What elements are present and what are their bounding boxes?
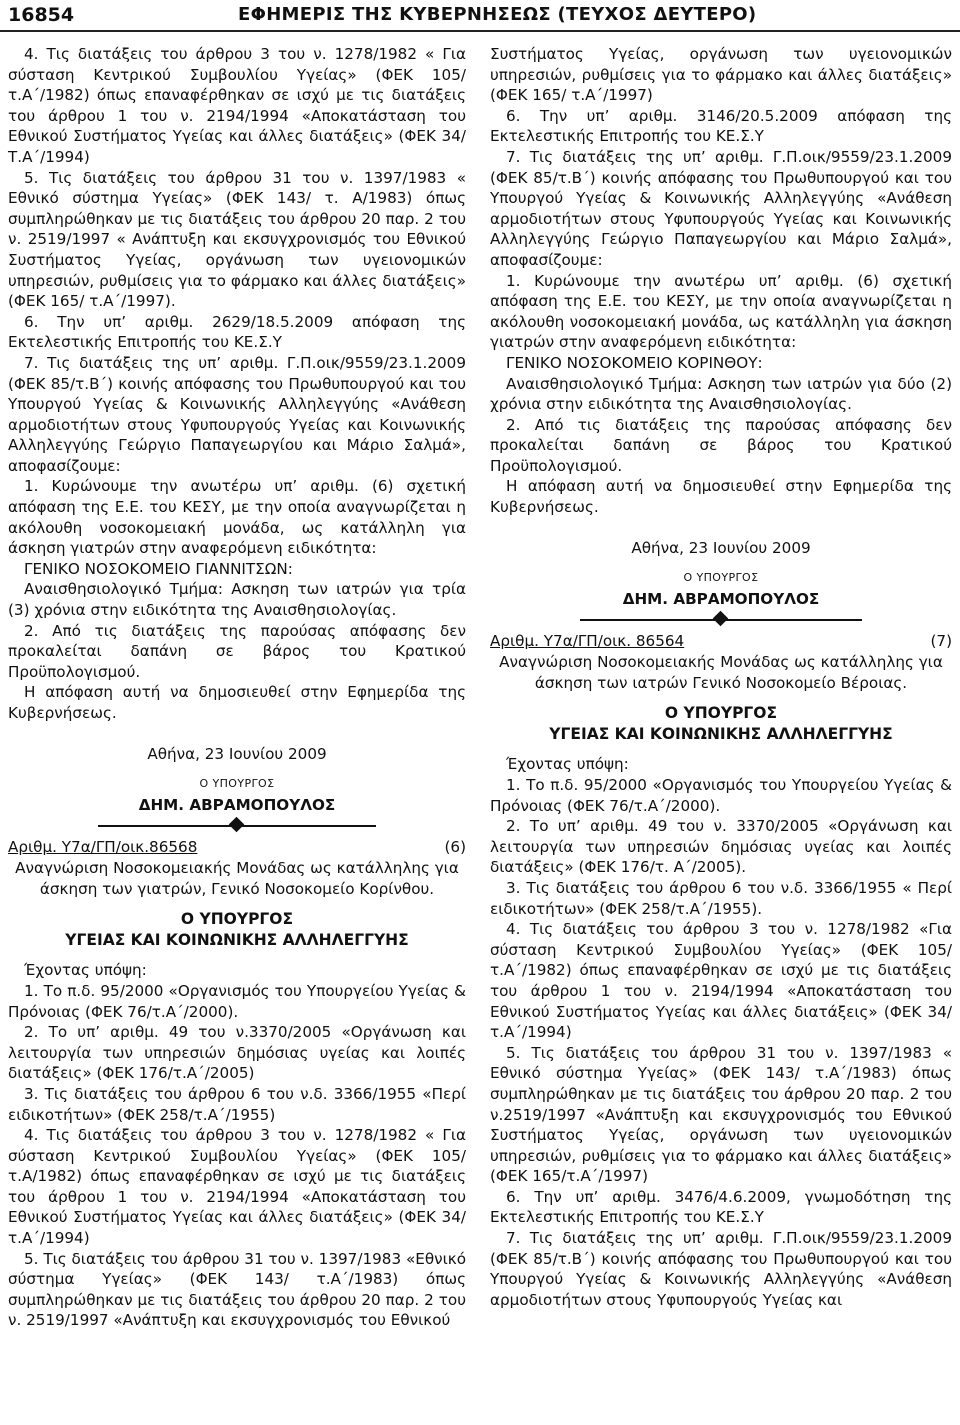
diamond-icon [713,611,729,627]
decision-title: Αναγνώριση Νοσοκομειακής Μονάδας ως κατάλληλης για άσκηση των ιατρών Γενικό Νοσοκομείο Βέροιας. [499,653,943,692]
considering-label: Έχοντας υπόψη: [24,961,147,980]
hospital-name: ΓΕΝΙΚΟ ΝΟΣΟΚΟΜΕΙΟ ΚΟΡΙΝΘΟΥ: [506,353,763,372]
decision-reference [8,837,466,858]
paragraph: 3. Τις διατάξεις του άρθρου 6 του ν.δ. 3366/1955 « Περί ειδικοτήτων» (ΦΕΚ 258/τ.Α΄/1955). [490,878,952,918]
paragraph: 5. Τις διατάξεις του άρθρου 31 του ν. 1397/1983 «Εθνικό σύστημα Υγείας» (ΦΕΚ 143/ τ.Α΄/1983) όπως συμπληρώθηκαν με τις διατάξεις του άρθρου 20 παρ. 2 του ν. 2519/1997 «Ανάπτυξη και εκσυγχρονισμός του Εθνικού [8,1249,466,1330]
paragraph: Συστήματος Υγείας, οργάνωση των υγειονομικών υπηρεσιών, ρυθμίσεις για το φάρμακο και άλλες διατάξεις» (ΦΕΚ 165/ τ.Α΄/1997) [490,45,952,105]
page-header [0,0,960,34]
ministry-heading: ΥΓΕΙΑΣ ΚΑΙ ΚΟΙΝΩΝΙΚΗΣ ΑΛΛΗΛΕΓΓΥΗΣ [65,930,409,949]
authority-heading: Ο ΥΠΟΥΡΓΟΣ [664,704,778,723]
paragraph: 4. Τις διατάξεις του άρθρου 3 του ν. 1278/1982 « Για σύσταση Κεντρικού Συμβουλίου Υγείας» (ΦΕΚ 105/ τ.Α΄/1982) όπως επαναφέρθηκαν σε ισχύ με τις διατάξεις του άρθρου 1 του ν. 2194/1994 «Αποκατάσταση του Εθνικού Συστήματος Υγείας και άλλες διατάξεις» (ΦΕΚ 34/Τ.Α΄/1994) [8,45,466,166]
diamond-icon [229,817,245,833]
considering-label: Έχοντας υπόψη: [506,755,629,774]
paragraph: 2. Το υπ’ αριθμ. 49 του ν. 3370/2005 «Οργάνωση και λειτουργία των υπηρεσιών δημόσιας υγείας και λοιπές διατάξεις» (ΦΕΚ 176/τ. Α΄/2005). [490,817,952,877]
paragraph: 6. Την υπ’ αριθμ. 3476/4.6.2009, γνωμοδότηση της Εκτελεστικής Επιτροπής του ΚΕ.Σ.Υ [490,1187,952,1227]
section-separator [8,815,466,837]
paragraph: 4. Τις διατάξεις του άρθρου 3 του ν. 1278/1982 « Για σύσταση Κεντρικού Συμβουλίου Υγείας» (ΦΕΚ 105/ τ.Α/1982) όπως επαναφέρθηκαν σε ισχύ με τις διατάξεις του άρθρου 1 του ν. 2194/1994 «Αποκατάσταση του Εθνικού Συστήματος Υγείας και άλλες διατάξεις» (ΦΕΚ 34/τ.Α΄/1994) [8,1126,466,1248]
minister-label: Ο ΥΠΟΥΡΓΟΣ [199,777,275,791]
paragraph: 7. Τις διατάξεις της υπ’ αριθμ. Γ.Π.οικ/9559/23.1.2009 (ΦΕΚ 85/τ.Β΄) κοινής απόφασης του Πρωθυπουργού και του Υπουργού Υγείας & Κοινωνικής Αλληλεγγύης «Ανάθεση αρμοδιοτήτων στους Υφυπουργούς Υγείας και Κοινωνικής Αλληλεγγύης Γεώργιο Παπαγεωργίου και Μάριο Σαλμά», αποφασίζουμε: [8,353,466,475]
paragraph: 1. Κυρώνουμε την ανωτέρω υπ’ αριθμ. (6) σχετική απόφαση της Ε.Ε. του ΚΕΣΥ, με την οποία αναγνωρίζεται η ακόλουθη νοσοκομειακή μονάδα, ως κατάλληλη για άσκηση γιατρών στην αναφερόμενη ειδικότητα: [8,477,466,558]
place-date: Αθήνα, 23 Ιουνίου 2009 [147,744,327,763]
paragraph: 2. Το υπ’ αριθμ. 49 του ν.3370/2005 «Οργάνωση και λειτουργία των υπηρεσιών δημόσιας υγείας και λοιπές διατάξεις» (ΦΕΚ 176/τ.Α΄/2005) [8,1023,466,1083]
section-separator [490,609,952,631]
paragraph: Αναισθησιολογικό Τμήμα: Ασκηση των ιατρών για δύο (2) χρόνια στην ειδικότητα της Αναισθησιολογίας. [490,374,952,414]
decision-title: Αναγνώριση Νοσοκομειακής Μονάδας ως κατάλληλης για άσκηση των γιατρών, Γενικό Νοσοκομείο Κορίνθου. [15,858,459,898]
minister-label: Ο ΥΠΟΥΡΓΟΣ [683,571,759,585]
paragraph: 6. Την υπ’ αριθμ. 3146/20.5.2009 απόφαση της Εκτελεστικής Επιτροπής του ΚΕ.Σ.Υ [490,106,952,146]
paragraph: 6. Την υπ’ αριθμ. 2629/18.5.2009 απόφαση της Εκτελεστικής Επιτροπής του ΚΕ.Σ.Υ [8,312,466,352]
paragraph: Η απόφαση αυτή να δημοσιευθεί στην Εφημερίδα της Κυβερνήσεως. [8,683,466,722]
decision-reference [490,631,952,652]
paragraph: 2. Από τις διατάξεις της παρούσας απόφασης δεν προκαλείται δαπάνη σε βάρος του Κρατικού Προϋπολογισμού. [490,415,952,475]
header-rule [0,30,960,32]
minister-signature-name: ΔΗΜ. ΑΒΡΑΜΟΠΟΥΛΟΣ [622,589,820,608]
paragraph: 1. Το π.δ. 95/2000 «Οργανισμός του Υπουργείου Υγείας & Πρόνοιας (ΦΕΚ 76/τ.Α΄/2000). [8,981,466,1021]
authority-heading: Ο ΥΠΟΥΡΓΟΣ [180,910,294,929]
page-number: 16854 [8,4,75,26]
paragraph: 3. Τις διατάξεις του άρθρου 6 του ν.δ. 3366/1955 «Περί ειδικοτήτων» (ΦΕΚ 258/τ.Α΄/1955) [8,1084,466,1124]
paragraph: 7. Τις διατάξεις της υπ’ αριθμ. Γ.Π.οικ/9559/23.1.2009 (ΦΕΚ 85/τ.Β΄) κοινής απόφασης του Πρωθυπουργού και του Υπουργού Υγείας & Κοινωνικής Αλληλεγγύης «Ανάθεση αρμοδιοτήτων στους Υφυπουργούς Υγείας και [490,1229,952,1309]
hospital-name: ΓΕΝΙΚΟ ΝΟΣΟΚΟΜΕΙΟ ΓΙΑΝΝΙΤΣΩΝ: [24,559,293,578]
paragraph: 1. Το π.δ. 95/2000 «Οργανισμός του Υπουργείου Υγείας & Πρόνοιας (ΦΕΚ 76/τ.Α΄/2000). [490,776,952,815]
paragraph: Αναισθησιολογικό Τμήμα: Ασκηση των ιατρών για τρία (3) χρόνια στην ειδικότητα της Αναισθησιολογίας. [8,580,466,620]
decision-number: Αριθμ. Υ7α/ΓΠ/οικ. 86564 [490,632,685,651]
gazette-title: ΕΦΗΜΕΡΙΣ ΤΗΣ ΚΥΒΕΡΝΗΣΕΩΣ (ΤΕΥΧΟΣ ΔΕΥΤΕΡΟ) [238,4,757,25]
right-column [490,44,952,1310]
decision-number: Αριθμ. Υ7α/ΓΠ/οικ.86568 [8,838,198,857]
decision-index: (6) [444,838,466,857]
paragraph: 1. Κυρώνουμε την ανωτέρω υπ’ αριθμ. (6) σχετική απόφαση της Ε.Ε. του ΚΕΣΥ, με την οποία αναγνωρίζεται η ακόλουθη νοσοκομειακή μονάδα, ως κατάλληλη για άσκηση γιατρών στην αναφερόμενη ειδικότητα: [490,271,952,352]
paragraph: 7. Τις διατάξεις της υπ’ αριθμ. Γ.Π.οικ/9559/23.1.2009 (ΦΕΚ 85/τ.Β΄) κοινής απόφασης του Πρωθυπουργού και του Υπουργού Υγείας & Κοινωνικής Αλληλεγγύης «Ανάθεση αρμοδιοτήτων στους Υφυπουργούς Υγείας και Κοινωνικής Αλληλεγγύης Γεώργιο Παπαγεωργίου και Μάριο Σαλμά», αποφασίζουμε: [490,147,952,269]
paragraph: 5. Τις διατάξεις του άρθρου 31 του ν. 1397/1983 « Εθνικό σύστημα Υγείας» (ΦΕΚ 143/ τ.Α΄/1983) όπως συμπληρώθηκαν με τις διατάξεις του άρθρου 20 παρ. 2 του ν.2519/1997 «Ανάπτυξη και εκσυγχρονισμός του Εθνικού Συστήματος Υγείας, οργάνωση των υγειονομικών υπηρεσιών, ρυθμίσεις για το φάρμακο και άλλες διατάξεις» (ΦΕΚ 165/τ.Α΄/1997) [490,1043,952,1186]
paragraph: 2. Από τις διατάξεις της παρούσας απόφασης δεν προκαλείται δαπάνη σε βάρος του Κρατικού Προϋπολογισμού. [8,621,466,681]
ministry-heading: ΥΓΕΙΑΣ ΚΑΙ ΚΟΙΝΩΝΙΚΗΣ ΑΛΛΗΛΕΓΓΥΗΣ [549,724,893,743]
paragraph: Η απόφαση αυτή να δημοσιευθεί στην Εφημερίδα της Κυβερνήσεως. [490,477,952,517]
decision-index: (7) [930,632,952,651]
place-date: Αθήνα, 23 Ιουνίου 2009 [631,538,811,557]
paragraph: 5. Τις διατάξεις του άρθρου 31 του ν. 1397/1983 « Εθνικό σύστημα Υγείας» (ΦΕΚ 143/ τ. Α/1983) όπως συμπληρώθηκαν με τις διατάξεις του άρθρου 20 παρ. 2 του ν. 2519/1997 « Ανάπτυξη και εκσυγχρονισμός του Εθνικού Συστήματος Υγείας, οργάνωση των υγειονομικών υπηρεσιών, ρυθμίσεις για το φάρμακο και άλλες διατάξεις» (ΦΕΚ 165/ τ.Α΄/1997). [8,168,466,311]
paragraph: 4. Τις διατάξεις του άρθρου 3 του ν. 1278/1982 «Για σύσταση Κεντρικού Συμβουλίου Υγείας» (ΦΕΚ 105/ τ.Α΄/1982) όπως επαναφέρθηκαν σε ισχύ με τις διατάξεις του άρθρου 1 του ν. 2194/1994 «Αποκατάσταση του Εθνικού Συστήματος Υγείας και άλλες διατάξεις» (ΦΕΚ 34/τ.Α΄/1994) [490,920,952,1042]
minister-signature-name: ΔΗΜ. ΑΒΡΑΜΟΠΟΥΛΟΣ [138,795,336,814]
left-column [8,44,466,1331]
